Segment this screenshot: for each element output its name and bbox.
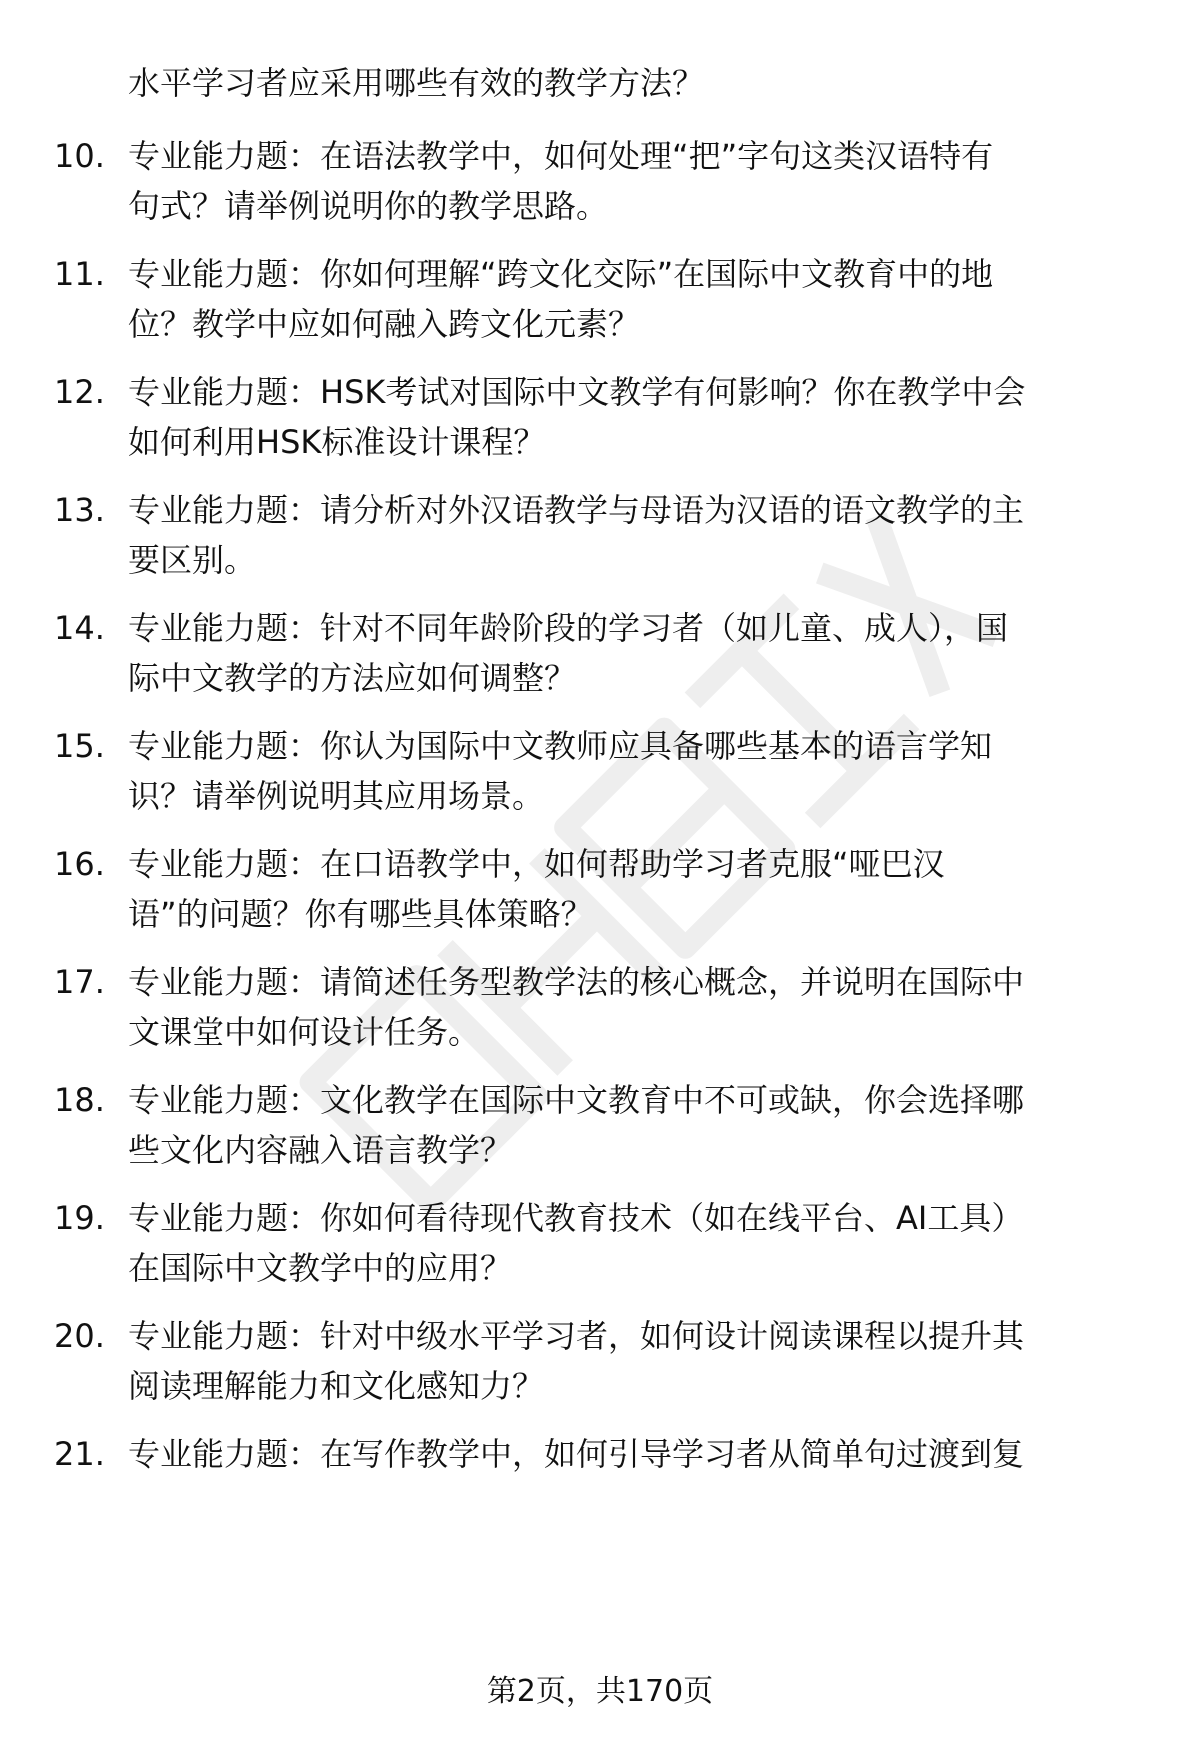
question-text-line: 些文化内容融入语言教学？ bbox=[128, 1131, 513, 1169]
question-text-line: 在国际中文教学中的应用？ bbox=[128, 1249, 513, 1287]
question-text-line: 专业能力题：请分析对外汉语教学与母语为汉语的语文教学的主 bbox=[128, 491, 1025, 529]
question-text-line: 如何利用HSK标准设计课程？ bbox=[128, 423, 546, 461]
question-number: 19. bbox=[54, 1199, 105, 1237]
question-number: 11. bbox=[54, 255, 105, 293]
question-number: 17. bbox=[54, 963, 105, 1001]
question-text-line: 要区别。 bbox=[128, 541, 257, 579]
question-text bbox=[128, 367, 1138, 467]
question-text-line: 位？教学中应如何融入跨文化元素？ bbox=[128, 305, 641, 343]
question-text-line: 专业能力题：HSK考试对国际中文教学有何影响？你在教学中会 bbox=[128, 373, 1026, 411]
question-text-line: 专业能力题：你如何看待现代教育技术（如在线平台、AI工具） bbox=[128, 1199, 1024, 1237]
question-text bbox=[128, 131, 1138, 231]
question-number: 10. bbox=[54, 137, 105, 175]
question-text-line: 际中文教学的方法应如何调整？ bbox=[128, 659, 577, 697]
question-text bbox=[128, 1311, 1138, 1411]
question-number: 18. bbox=[54, 1081, 105, 1119]
question-number: 16. bbox=[54, 845, 105, 883]
question-text-line: 文课堂中如何设计任务。 bbox=[128, 1013, 481, 1051]
question-number: 21. bbox=[54, 1435, 105, 1473]
question-text-line: 专业能力题：在口语教学中，如何帮助学习者克服“哑巴汉 bbox=[128, 845, 945, 883]
question-text bbox=[128, 603, 1138, 703]
continued-question-text: 水平学习者应采用哪些有效的教学方法？ bbox=[128, 64, 705, 102]
question-text bbox=[128, 957, 1138, 1057]
question-number: 20. bbox=[54, 1317, 105, 1355]
question-text bbox=[128, 1429, 1138, 1479]
question-number: 14. bbox=[54, 609, 105, 647]
question-text-line: 识？请举例说明其应用场景。 bbox=[128, 777, 545, 815]
question-text bbox=[128, 839, 1138, 939]
question-text bbox=[128, 721, 1138, 821]
question-text-line: 专业能力题：针对不同年龄阶段的学习者（如儿童、成人），国 bbox=[128, 609, 1009, 647]
question-text bbox=[128, 249, 1138, 349]
question-number: 12. bbox=[54, 373, 105, 411]
question-number: 15. bbox=[54, 727, 105, 765]
question-text-line: 专业能力题：在写作教学中，如何引导学习者从简单句过渡到复 bbox=[128, 1435, 1025, 1473]
question-text-line: 专业能力题：你认为国际中文教师应具备哪些基本的语言学知 bbox=[128, 727, 993, 765]
question-text bbox=[128, 485, 1138, 585]
question-text-line: 专业能力题：文化教学在国际中文教育中不可或缺，你会选择哪 bbox=[128, 1081, 1025, 1119]
question-text bbox=[128, 1075, 1138, 1175]
question-text-line: 专业能力题：请简述任务型教学法的核心概念，并说明在国际中 bbox=[128, 963, 1025, 1001]
page-footer: 第2页，共170页 bbox=[486, 1674, 714, 1709]
question-text-line: 专业能力题：针对中级水平学习者，如何设计阅读课程以提升其 bbox=[128, 1317, 1025, 1355]
question-number: 13. bbox=[54, 491, 105, 529]
question-text-line: 专业能力题：你如何理解“跨文化交际”在国际中文教育中的地 bbox=[128, 255, 994, 293]
question-text-line: 句式？请举例说明你的教学思路。 bbox=[128, 187, 609, 225]
question-text-line: 语”的问题？你有哪些具体策略？ bbox=[128, 895, 593, 933]
question-text-line: 专业能力题：在语法教学中，如何处理“把”字句这类汉语特有 bbox=[128, 137, 994, 175]
question-text bbox=[128, 1193, 1138, 1293]
question-text-line: 阅读理解能力和文化感知力？ bbox=[128, 1367, 545, 1405]
